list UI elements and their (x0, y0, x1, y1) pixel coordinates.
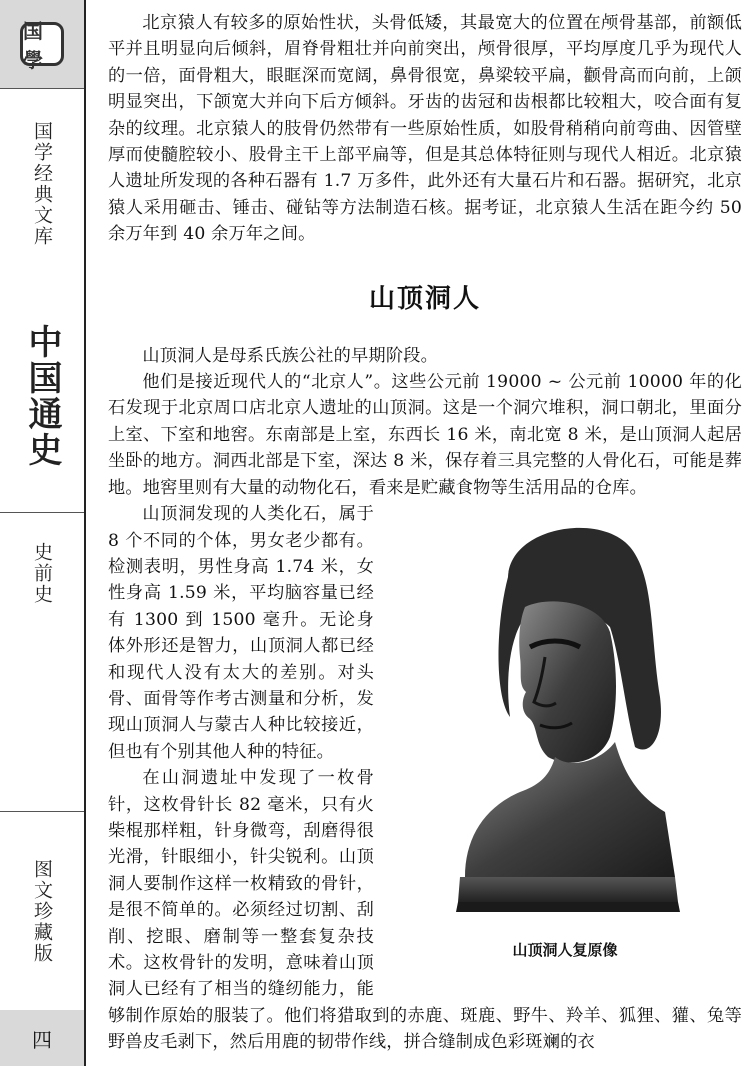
sidebar-book-block (0, 280, 84, 513)
library-name: 国学经典文库 (31, 121, 53, 247)
sidebar (0, 0, 86, 1066)
paragraph: 山顶洞人是母系氏族公社的早期阶段。 (142, 345, 438, 366)
edition-name: 图文珍藏版 (31, 858, 53, 964)
figure-caption: 山顶洞人复原像 (512, 941, 618, 960)
bust-image (450, 507, 680, 927)
section-name: 史前史 (31, 542, 53, 605)
paragraph: 他们是接近现代人的“北京人”。这些公元前 19000 ~ 公元前 10000 年的化石发现于北京周口店北京人遗址的山顶洞。这是一个洞穴堆积，洞口朝北，里面分上室、下室和地窖。东南部是上室，东西长 16 米，南北宽 8 米，是山顶洞人起居坐卧的地方。洞西北部是下室，深达 8 米，保存着三具完整的人骨化石，可能是葬地。地窖里则有大量的动物化石，看来是贮藏食物等生活用品的仓库。 (108, 372, 742, 498)
paragraph: 在山洞遗址中发现了一枚骨针，这枚骨针长 82 毫米，只有火柴棍那样粗，针身微弯，刮磨得很光滑，针眼细小，针尖锐利。山顶洞人要制作这样一枚精致的骨针，是很不简单的。必须经过切割、刮削、挖眼、磨制等一整套复杂技术。这枚骨针的发明，意味着山顶洞人已经有了相当的缝纫能力，能够制作原始的服装了。他们将猎取到的赤鹿、斑鹿、野牛、羚羊、狐狸、獾、兔等野兽皮毛剥下，然后用鹿的韧带作线，拼合缝制成色彩斑斓的衣 (108, 768, 742, 1053)
sidebar-edition-block (0, 812, 84, 1011)
seal-logo (20, 19, 64, 72)
paragraph: 山顶洞发现的人类化石，属于 8 个不同的个体，男女老少都有。检测表明，男性身高 1.74 米，女性身高 1.59 米，平均脑容量已经有 1300 到 1500 毫升。无论身体外形还是智力，山顶洞人都已经和现代人没有太大的差别。对头骨、面骨等作考古测量和分析，发现山顶洞人与蒙古人种比较接近，但也有个别其他人种的特征。 (108, 504, 374, 762)
book-title: 中国通史 (22, 324, 62, 468)
sidebar-section-block (0, 512, 84, 812)
page-number: 四 (32, 1027, 52, 1052)
section-heading: 山顶洞人 (368, 283, 481, 314)
page-number-block (0, 1010, 84, 1066)
sidebar-logo-block (0, 0, 84, 89)
seal-text: 国學 (23, 19, 43, 72)
figure-bust (388, 507, 742, 979)
paragraph: 北京猿人有较多的原始性状，头骨低矮，其最宽大的位置在颅骨基部，前额低平并且明显向后倾斜，眉脊骨粗壮并向前突出，颅骨很厚，平均厚度几乎为现代人的一倍，面骨粗大，眼眶深而宽阔，鼻骨很宽，鼻梁较平扁，颧骨高而向前，上颌明显突出，下颌宽大并向下后方倾斜。牙齿的齿冠和齿根都比较粗大，咬合面有复杂的纹理。北京猿人的肢骨仍然带有一些原始性质，如股骨稍稍向前弯曲、因管壁厚而使髓腔较小、股骨主干上部平扁等，但是其总体特征则与现代人相近。北京猿人遗址所发现的各种石器有 1.7 万多件，此外还有大量石片和石器。据研究，北京猿人采用砸击、锤击、碰钻等方法制造石核。据考证，北京猿人生活在距今约 50 余万年到 40 余万年之间。 (108, 13, 742, 245)
sidebar-library-block (0, 88, 84, 281)
main-content (108, 10, 742, 1056)
